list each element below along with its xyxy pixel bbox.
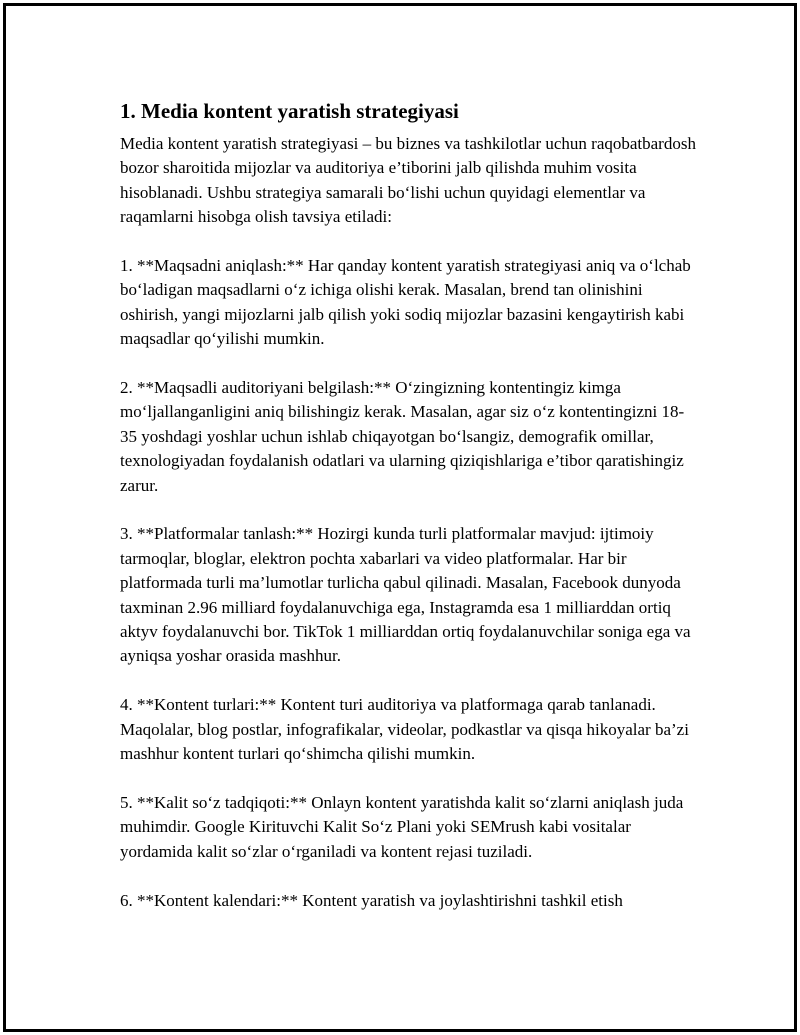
- document-page: [3, 3, 797, 1032]
- paragraph-keywords: 5. **Kalit so‘z tadqiqoti:** Onlayn kontent yaratishda kalit so‘zlarni aniqlash juda muhimdir. Google Kirituvchi Kalit So‘z Plani yoki SEMrush kabi vositalar yordamida kalit so‘zlar o‘rganiladi va kontent rejasi tuziladi.: [120, 792, 684, 861]
- paragraph-content-types: 4. **Kontent turlari:** Kontent turi auditoriya va platformaga qarab tanlanadi. Maqolalar, blog postlar, infografikalar, videolar, podkastlar va qisqa hikoyalar ba’zi mashhur kontent turlari qo‘shimcha qilishi mumkin.: [120, 695, 689, 764]
- section-heading: 1. Media kontent yaratish strategiyasi: [120, 99, 459, 123]
- intro-paragraph: Media kontent yaratish strategiyasi – bu biznes va tashkilotlar uchun raqobatbardosh bozor sharoitida mijozlar va auditoriya e’tiborini jalb qilishda muhim vosita hisoblanadi. Ushbu strategiya samarali bo‘lishi uchun quyidagi elementlar va raqamlarni hisobga olish tavsiya etiladi:: [120, 134, 696, 227]
- paragraph-calendar: 6. **Kontent kalendari:** Kontent yaratish va joylashtirishni tashkil etish: [120, 890, 623, 910]
- document-body: [120, 96, 700, 937]
- paragraph-audience: 2. **Maqsadli auditoriyani belgilash:** O‘zingizning kontentingiz kimga mo‘ljallanganligini aniq bilishingiz kerak. Masalan, agar siz o‘z kontentingizni 18-35 yoshdagi yoshlar uchun ishlab chiqayotgan bo‘lsangiz, demografik omillar, texnologiyadan foydalanish odatlari va ularning qiziqishlariga e’tibor qaratishingiz zarur.: [120, 378, 685, 495]
- paragraph-goal: 1. **Maqsadni aniqlash:** Har qanday kontent yaratish strategiyasi aniq va o‘lchab bo‘ladigan maqsadlarni o‘z ichiga olishi kerak. Masalan, brend tan olinishini oshirish, yangi mijozlarni jalb qilish yoki sodiq mijozlar bazasini kengaytirish kabi maqsadlar qo‘yilishi mumkin.: [120, 256, 691, 349]
- paragraph-platforms: 3. **Platformalar tanlash:** Hozirgi kunda turli platformalar mavjud: ijtimoiy tarmoqlar, bloglar, elektron pochta xabarlari va video platformalar. Har bir platformada turli ma’lumotlar turlicha qabul qilinadi. Masalan, Facebook dunyoda taxminan 2.96 milliard foydalanuvchiga ega, Instagramda esa 1 milliarddan ortiq aktyv foydalanuvchi bor. TikTok 1 milliarddan ortiq foydalanuvchilar soniga ega va ayniqsa yoshar orasida mashhur.: [120, 524, 691, 666]
